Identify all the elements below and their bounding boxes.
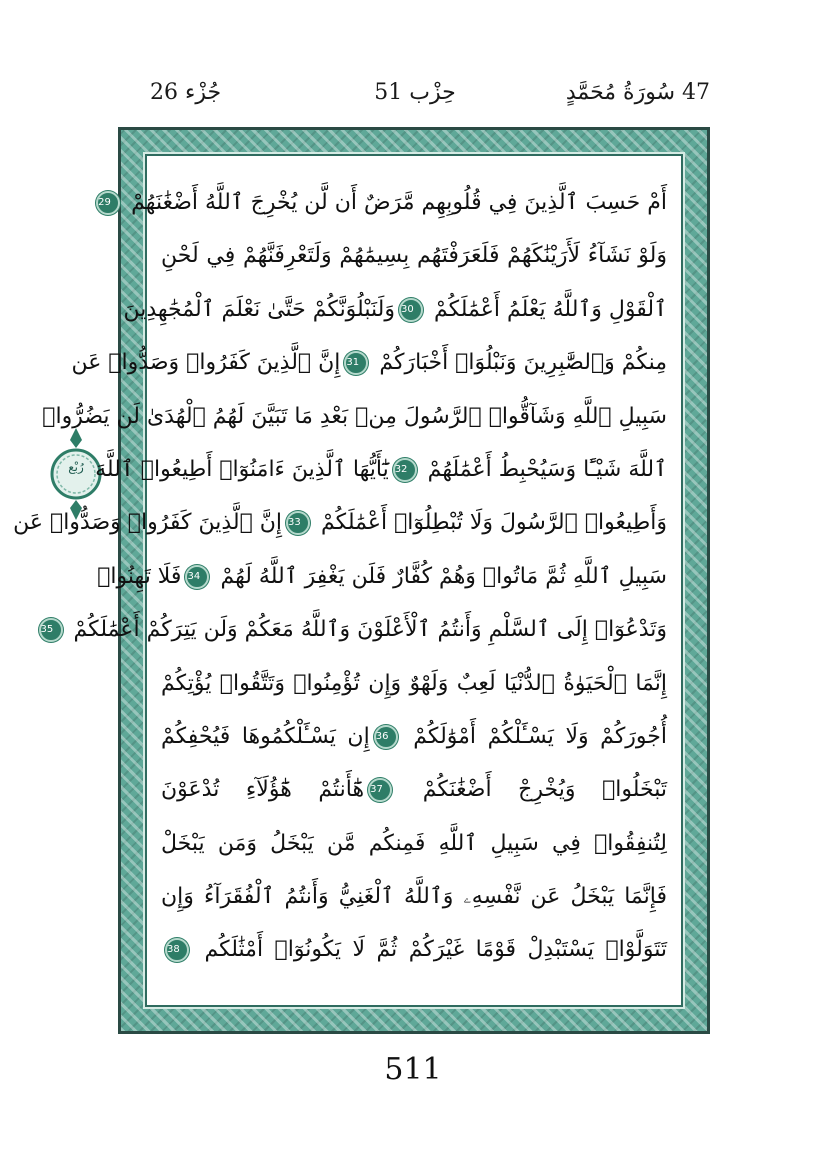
ayah-number-marker: 32 xyxy=(393,458,417,482)
text-line xyxy=(161,229,667,282)
page-number: 511 xyxy=(384,1052,442,1087)
text-line xyxy=(161,870,667,923)
text-line xyxy=(40,603,667,656)
ayah-number-marker: 30 xyxy=(399,298,423,322)
verse-segment: يَٰٓأَيُّهَا ٱلَّذِينَ ءَامَنُوٓا۟ أَطِيعُوا۟ ٱللَّهَ xyxy=(95,456,389,482)
rub-label: رُبْع xyxy=(68,460,84,474)
verse-segment: لِتُنفِقُوا۟ فِي سَبِيلِ ٱللَّهِ فَمِنكُم مَّن يَبْخَلُ وَمَن يَبْخَلْ xyxy=(161,830,667,856)
text-line xyxy=(161,923,667,976)
verse-segment: فَلَا تَهِنُوا۟ xyxy=(97,563,182,589)
hizb-label: حِزْب 51 xyxy=(374,80,456,105)
verse-segment: وَأَطِيعُوا۟ ٱلرَّسُولَ وَلَا تُبْطِلُوٓا۟ أَعْمَٰلَكُمْ xyxy=(314,510,667,536)
verse-segment: أَمْ حَسِبَ ٱلَّذِينَ فِي قُلُوبِهِم مَّرَضٌ أَن لَّن يُخْرِجَ ٱللَّهُ أَضْغَٰنَهُمْ xyxy=(124,190,667,215)
ayah-number-marker: 34 xyxy=(185,565,209,589)
text-line xyxy=(161,657,667,710)
text-line xyxy=(97,550,667,603)
ayah-number-marker: 38 xyxy=(165,938,189,962)
verse-segment: مِنكُمْ وَٱلصَّٰبِرِينَ وَنَبْلُوَا۟ أَخْبَارَكُمْ xyxy=(372,350,667,376)
ayah-number-marker: 29 xyxy=(96,191,120,215)
verse-segment: أُجُورَكُمْ وَلَا يَسْـَٔلْكُمْ أَمْوَٰلَكُمْ xyxy=(401,723,667,749)
verse-segment: ٱلْقَوْلِ وَٱللَّهُ يَعْلَمُ أَعْمَٰلَكُمْ xyxy=(426,296,667,322)
text-line xyxy=(161,710,667,763)
ayah-number-marker: 35 xyxy=(39,618,63,642)
verse-segment: إِنَّمَا ٱلْحَيَوٰةُ ٱلدُّنْيَا لَعِبٌ وَلَهْوٌ وَإِن تُؤْمِنُوا۟ وَتَتَّقُوا۟ يُؤْتِكُمْ xyxy=(161,670,667,696)
verse-segment: تَتَوَلَّوْا۟ يَسْتَبْدِلْ قَوْمًا غَيْرَكُمْ ثُمَّ لَا يَكُونُوٓا۟ أَمْثَٰلَكُم xyxy=(193,937,667,963)
surah-title: 47 سُورَةُ مُحَمَّدٍ xyxy=(565,80,710,105)
verse-segment: إِنَّ ٱلَّذِينَ كَفَرُوا۟ وَصَدُّوا۟ عَن xyxy=(71,350,341,376)
verse-segment: فَإِنَّمَا يَبْخَلُ عَن نَّفْسِهِۦ وَٱللَّهُ ٱلْغَنِيُّ وَأَنتُمُ ٱلْفُقَرَآءُ وَإِن xyxy=(161,884,667,910)
verse-segment: تَبْخَلُوا۟ وَيُخْرِجْ أَضْغَٰنَكُمْ xyxy=(396,777,668,803)
verse-segment: وَلَنَبْلُوَنَّكُمْ حَتَّىٰ نَعْلَمَ ٱلْمُجَٰهِدِينَ xyxy=(123,296,395,322)
text-line xyxy=(42,390,667,443)
ayah-number-marker: 33 xyxy=(286,511,310,535)
text-line xyxy=(98,176,667,229)
verse-segment: ٱللَّهَ شَيْـًٔا وَسَيُحْبِطُ أَعْمَٰلَهُمْ xyxy=(420,456,667,482)
text-line xyxy=(123,283,667,336)
text-line xyxy=(161,763,667,816)
verse-segment: إِن يَسْـَٔلْكُمُوهَا فَيُحْفِكُمْ xyxy=(161,723,370,749)
verse-segment: وَتَدْعُوٓا۟ إِلَى ٱلسَّلْمِ وَأَنتُمُ ٱلْأَعْلَوْنَ وَٱللَّهُ مَعَكُمْ وَلَن يَتِرَكُمْ أَعْمَٰلَكُمْ xyxy=(66,617,667,643)
ayah-number-marker: 37 xyxy=(368,778,392,802)
text-line xyxy=(95,443,667,496)
ayah-number-marker: 36 xyxy=(374,725,398,749)
text-line xyxy=(13,496,667,549)
verse-segment: سَبِيلِ ٱللَّهِ وَشَآقُّوا۟ ٱلرَّسُولَ مِنۢ بَعْدِ مَا تَبَيَّنَ لَهُمُ ٱلْهُدَىٰ لَن يَضُرُّوا۟ xyxy=(42,403,667,429)
page-header xyxy=(120,80,710,116)
verse-segment: سَبِيلِ ٱللَّهِ ثُمَّ مَاتُوا۟ وَهُمْ كُفَّارٌ فَلَن يَغْفِرَ ٱللَّهُ لَهُمْ xyxy=(213,563,667,589)
verse-segment: هَٰٓأَنتُمْ هَٰٓؤُلَآءِ تُدْعَوْنَ xyxy=(161,777,365,803)
ayah-number-marker: 31 xyxy=(344,351,368,375)
text-line xyxy=(71,336,667,389)
juz-label: جُزْء 26 xyxy=(150,80,222,105)
text-line xyxy=(161,817,667,870)
verse-segment: إِنَّ ٱلَّذِينَ كَفَرُوا۟ وَصَدُّوا۟ عَن xyxy=(13,510,283,536)
verse-segment: وَلَوْ نَشَآءُ لَأَرَيْنَٰكَهُمْ فَلَعَرَفْتَهُم بِسِيمَٰهُمْ وَلَتَعْرِفَنَّهُمْ فِي لَحْنِ xyxy=(161,243,667,269)
